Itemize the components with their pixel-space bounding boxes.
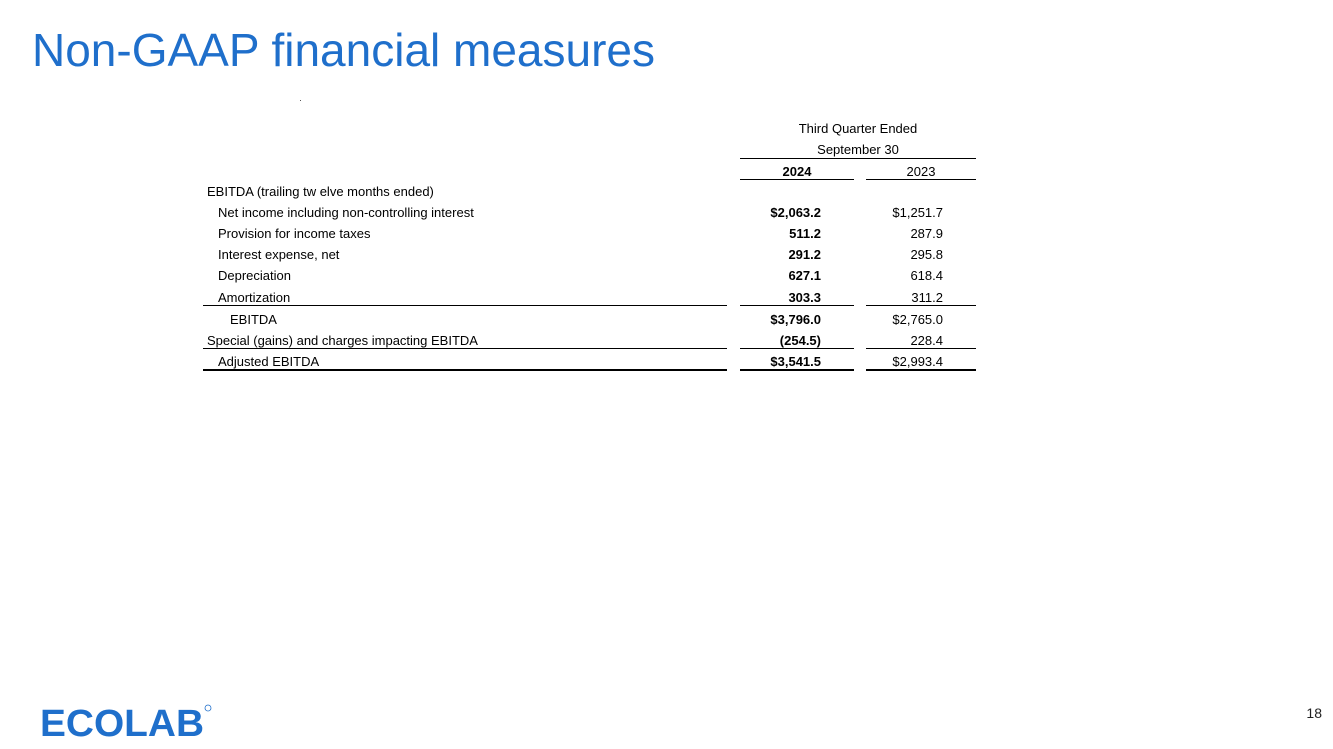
table-row <box>0 202 1333 223</box>
table-row <box>0 181 1333 202</box>
final-rule <box>866 369 976 371</box>
value-2023: $2,993.4 <box>892 354 943 369</box>
table-row <box>0 265 1333 286</box>
subtotal-rule <box>866 305 976 306</box>
header-rule <box>740 158 976 159</box>
value-2024: $3,541.5 <box>770 354 821 369</box>
value-2023: $2,765.0 <box>892 312 943 327</box>
value-2024: 291.2 <box>788 247 821 262</box>
row-label: Provision for income taxes <box>218 226 371 241</box>
final-rule <box>203 369 727 371</box>
total-rule <box>866 348 976 349</box>
value-2024: 627.1 <box>788 268 821 283</box>
row-label: Net income including non-controlling interest <box>218 205 474 220</box>
row-label: Interest expense, net <box>218 247 340 262</box>
table-row <box>0 244 1333 265</box>
value-2023: $1,251.7 <box>892 205 943 220</box>
column-header-period: Third Quarter Ended <box>798 121 918 136</box>
value-2024: 303.3 <box>788 290 821 305</box>
value-2023: 287.9 <box>910 226 943 241</box>
ecolab-logo <box>40 703 212 739</box>
row-label: Special (gains) and charges impacting EBITDA <box>207 333 478 348</box>
page-number: 18 <box>1306 705 1322 721</box>
table-row <box>0 309 1333 330</box>
column-header-2023: 2023 <box>906 164 936 179</box>
row-label: Adjusted EBITDA <box>218 354 320 369</box>
stray-dot <box>300 100 301 101</box>
value-2024: 511.2 <box>789 226 821 241</box>
row-label: Depreciation <box>218 268 291 283</box>
value-2023: 311.2 <box>911 290 943 305</box>
total-rule <box>740 348 854 349</box>
final-rule <box>740 369 854 371</box>
table-row <box>0 223 1333 244</box>
value-2023: 618.4 <box>910 268 943 283</box>
total-rule <box>203 348 727 349</box>
value-2023: 228.4 <box>910 333 943 348</box>
year-rule-2024 <box>740 179 854 180</box>
subtotal-rule <box>740 305 854 306</box>
column-header-2024: 2024 <box>782 164 812 179</box>
year-rule-2023 <box>866 179 976 180</box>
row-label: EBITDA <box>230 312 277 327</box>
column-header-date: September 30 <box>817 142 899 157</box>
value-2023: 295.8 <box>910 247 943 262</box>
logo-wordmark: ECOLAB <box>40 703 204 739</box>
value-2024: $3,796.0 <box>770 312 821 327</box>
row-label: EBITDA (trailing tw elve months ended) <box>207 184 434 199</box>
subtotal-rule <box>203 305 727 306</box>
value-2024: (254.5) <box>779 333 821 348</box>
slide-title: Non-GAAP financial measures <box>32 24 655 76</box>
row-label: Amortization <box>218 290 291 305</box>
value-2024: $2,063.2 <box>770 205 821 220</box>
